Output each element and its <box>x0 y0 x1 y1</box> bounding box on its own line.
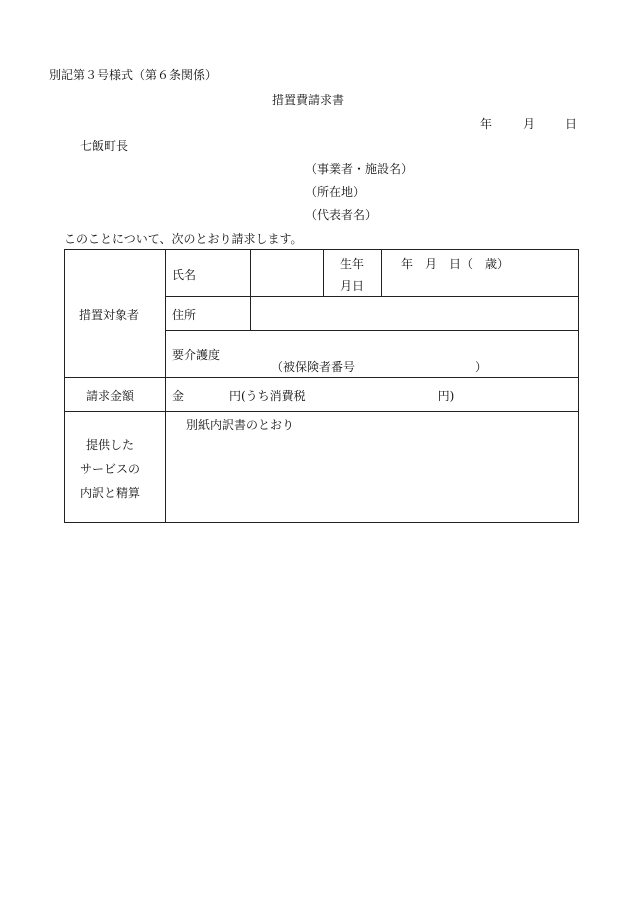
col-line <box>381 250 382 296</box>
date-day: 日 <box>565 117 578 131</box>
row-line <box>65 377 578 378</box>
applicant-facility: （事業者・施設名） <box>305 162 414 176</box>
request-table <box>64 249 579 523</box>
applicant-address: （所在地） <box>305 185 366 199</box>
name-label: 氏名 <box>172 268 197 282</box>
row-line <box>65 411 578 412</box>
col-line <box>165 250 166 522</box>
address-label: 住所 <box>172 308 197 322</box>
services-value: 別紙内訳書のとおり <box>186 418 295 432</box>
row-line <box>165 330 578 331</box>
services-header-line-3: 内訳と精算 <box>80 486 141 500</box>
document-title: 措置費請求書 <box>272 93 345 107</box>
amount-value: 円(うち消費税 円) <box>229 389 455 403</box>
intro-text: このことについて、次のとおり請求します。 <box>64 232 303 246</box>
care-level-label: 要介護度 <box>172 348 221 362</box>
date-month: 月 <box>523 117 536 131</box>
applicant-representative: （代表者名） <box>305 208 378 222</box>
birth-value: 年 月 日（ 歳） <box>401 257 510 271</box>
col-line <box>250 250 251 330</box>
amount-prefix: 金 <box>172 389 185 403</box>
insured-number: （被保険者番号 ） <box>271 360 488 374</box>
amount-header: 請求金額 <box>86 389 135 403</box>
birth-label-2: 月日 <box>340 279 365 293</box>
row-line <box>165 296 578 297</box>
birth-label-1: 生年 <box>340 257 365 271</box>
date-year: 年 <box>480 117 493 131</box>
services-header-line-2: サービスの <box>80 462 141 476</box>
form-number: 別記第３号様式（第６条関係） <box>49 68 218 82</box>
addressee: 七飯町長 <box>80 139 129 153</box>
subject-header: 措置対象者 <box>79 308 140 322</box>
services-header-line-1: 提供した <box>86 438 135 452</box>
col-line <box>323 250 324 296</box>
